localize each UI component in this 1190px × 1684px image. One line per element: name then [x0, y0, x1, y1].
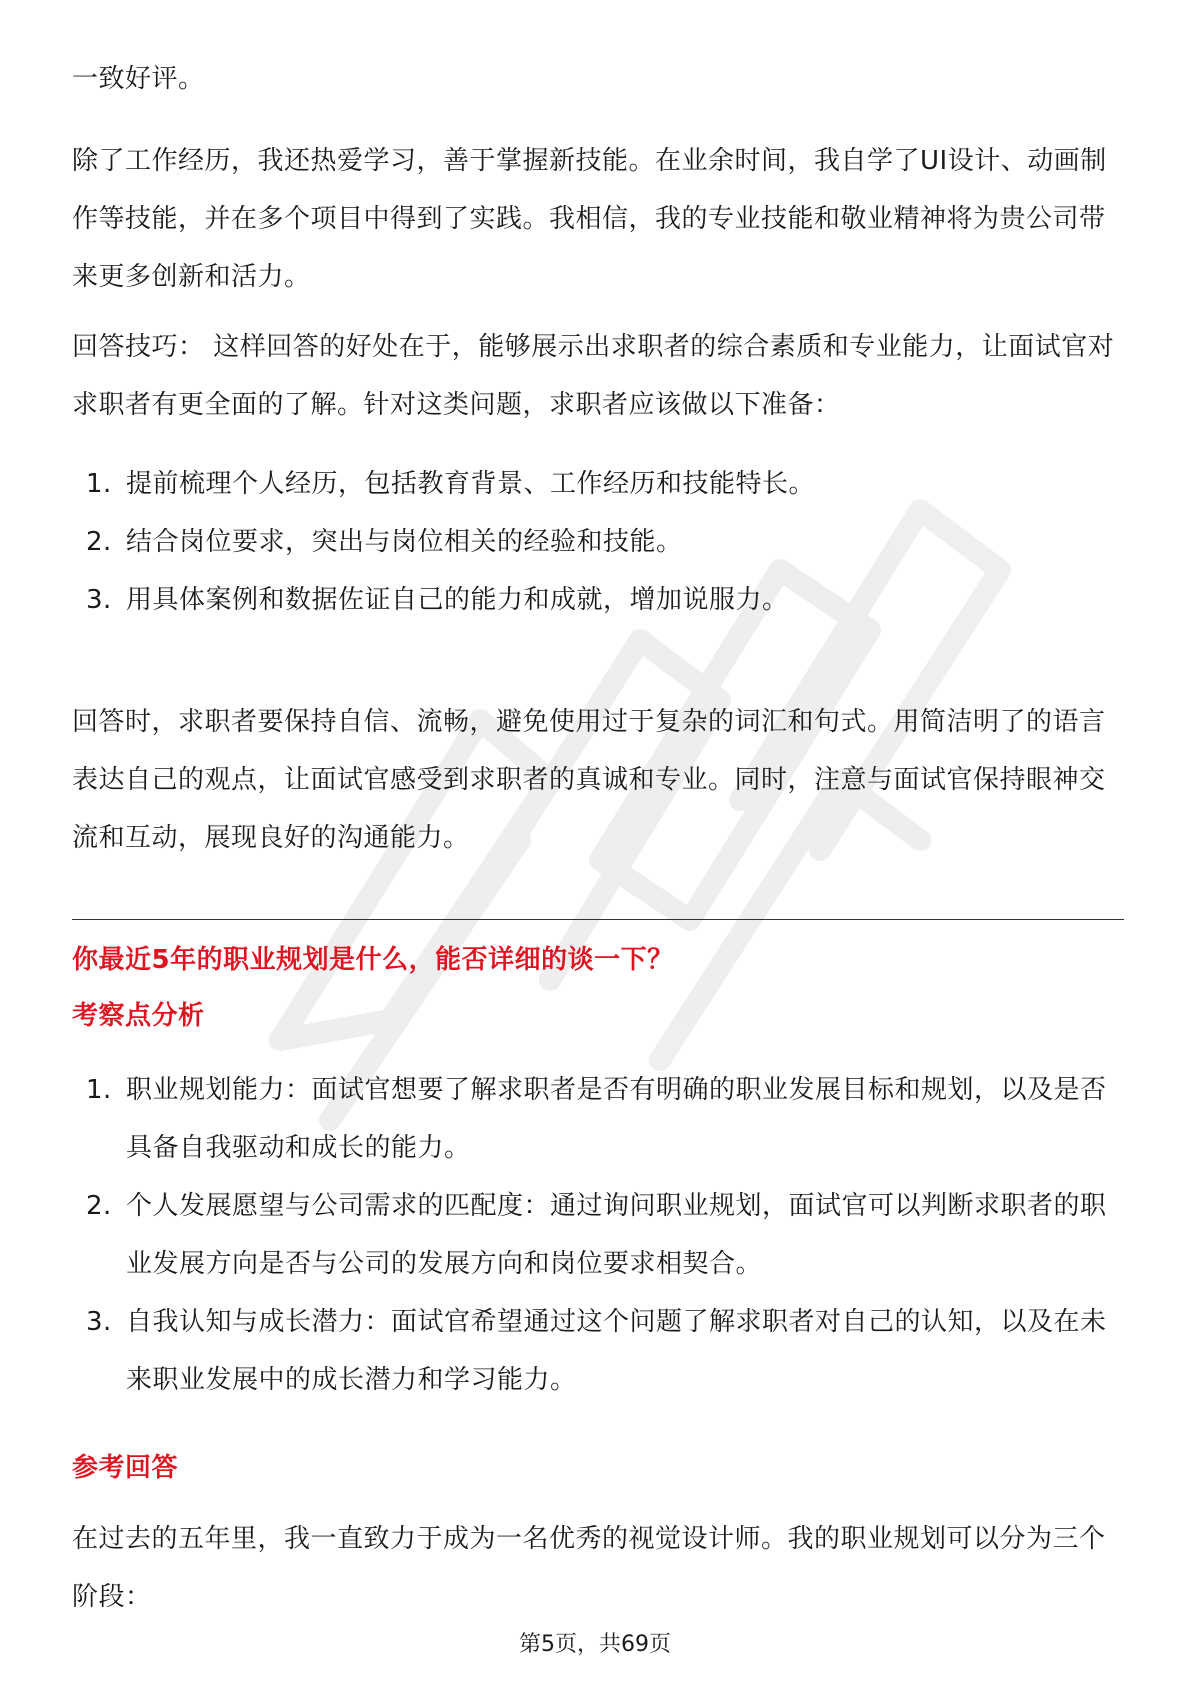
list-item	[72, 455, 1124, 513]
list-item-text: 职业规划能力：面试官想要了解求职者是否有明确的职业发展目标和规划，以及是否具备自我驱动和成长的能力。	[126, 1075, 1107, 1163]
paragraph-answer-advice: 回答时，求职者要保持自信、流畅，避免使用过于复杂的词汇和句式。用简洁明了的语言表达自己的观点，让面试官感受到求职者的真诚和专业。同时，注意与面试官保持眼神交流和互动，展现良好的沟通能力。	[72, 707, 1106, 853]
paragraph-skills: 除了工作经历，我还热爱学习，善于掌握新技能。在业余时间，我自学了UI设计、动画制作等技能，并在多个项目中得到了实践。我相信，我的专业技能和敬业精神将为贵公司带来更多创新和活力。	[72, 146, 1107, 292]
question-title: 你最近5年的职业规划是什么，能否详细的谈一下？	[72, 945, 674, 975]
list-item	[72, 513, 1124, 571]
paragraph-continuation: 一致好评。	[72, 64, 205, 94]
analysis-heading: 考察点分析	[72, 1001, 205, 1031]
page-footer: 第5页，共69页	[519, 1632, 671, 1657]
list-item-text: 提前梳理个人经历，包括教育背景、工作经历和技能特长。	[126, 469, 816, 499]
list-number: 2.	[86, 527, 112, 557]
list-number: 3.	[86, 1307, 112, 1337]
list-item	[72, 1061, 1124, 1177]
list-item	[72, 1177, 1124, 1293]
preparation-list	[72, 455, 1124, 629]
analysis-list	[72, 1061, 1124, 1409]
list-item-text: 用具体案例和数据佐证自己的能力和成就，增加说服力。	[126, 585, 789, 615]
list-item	[72, 571, 1124, 629]
list-number: 1.	[86, 1075, 112, 1105]
section-divider	[72, 919, 1124, 920]
list-number: 1.	[86, 469, 112, 499]
list-number: 3.	[86, 585, 112, 615]
reference-heading: 参考回答	[72, 1453, 179, 1483]
list-item-text: 个人发展愿望与公司需求的匹配度：通过询问职业规划，面试官可以判断求职者的职业发展方向是否与公司的发展方向和岗位要求相契合。	[126, 1191, 1107, 1279]
list-number: 2.	[86, 1191, 112, 1221]
list-item-text: 结合岗位要求，突出与岗位相关的经验和技能。	[126, 527, 683, 557]
list-item-text: 自我认知与成长潜力：面试官希望通过这个问题了解求职者对自己的认知，以及在未来职业发展中的成长潜力和学习能力。	[126, 1307, 1107, 1395]
paragraph-answer-tips-intro: 回答技巧： 这样回答的好处在于，能够展示出求职者的综合素质和专业能力，让面试官对求职者有更全面的了解。针对这类问题，求职者应该做以下准备：	[72, 332, 1115, 420]
list-item	[72, 1293, 1124, 1409]
paragraph-reference-answer: 在过去的五年里，我一直致力于成为一名优秀的视觉设计师。我的职业规划可以分为三个阶段：	[72, 1524, 1106, 1612]
